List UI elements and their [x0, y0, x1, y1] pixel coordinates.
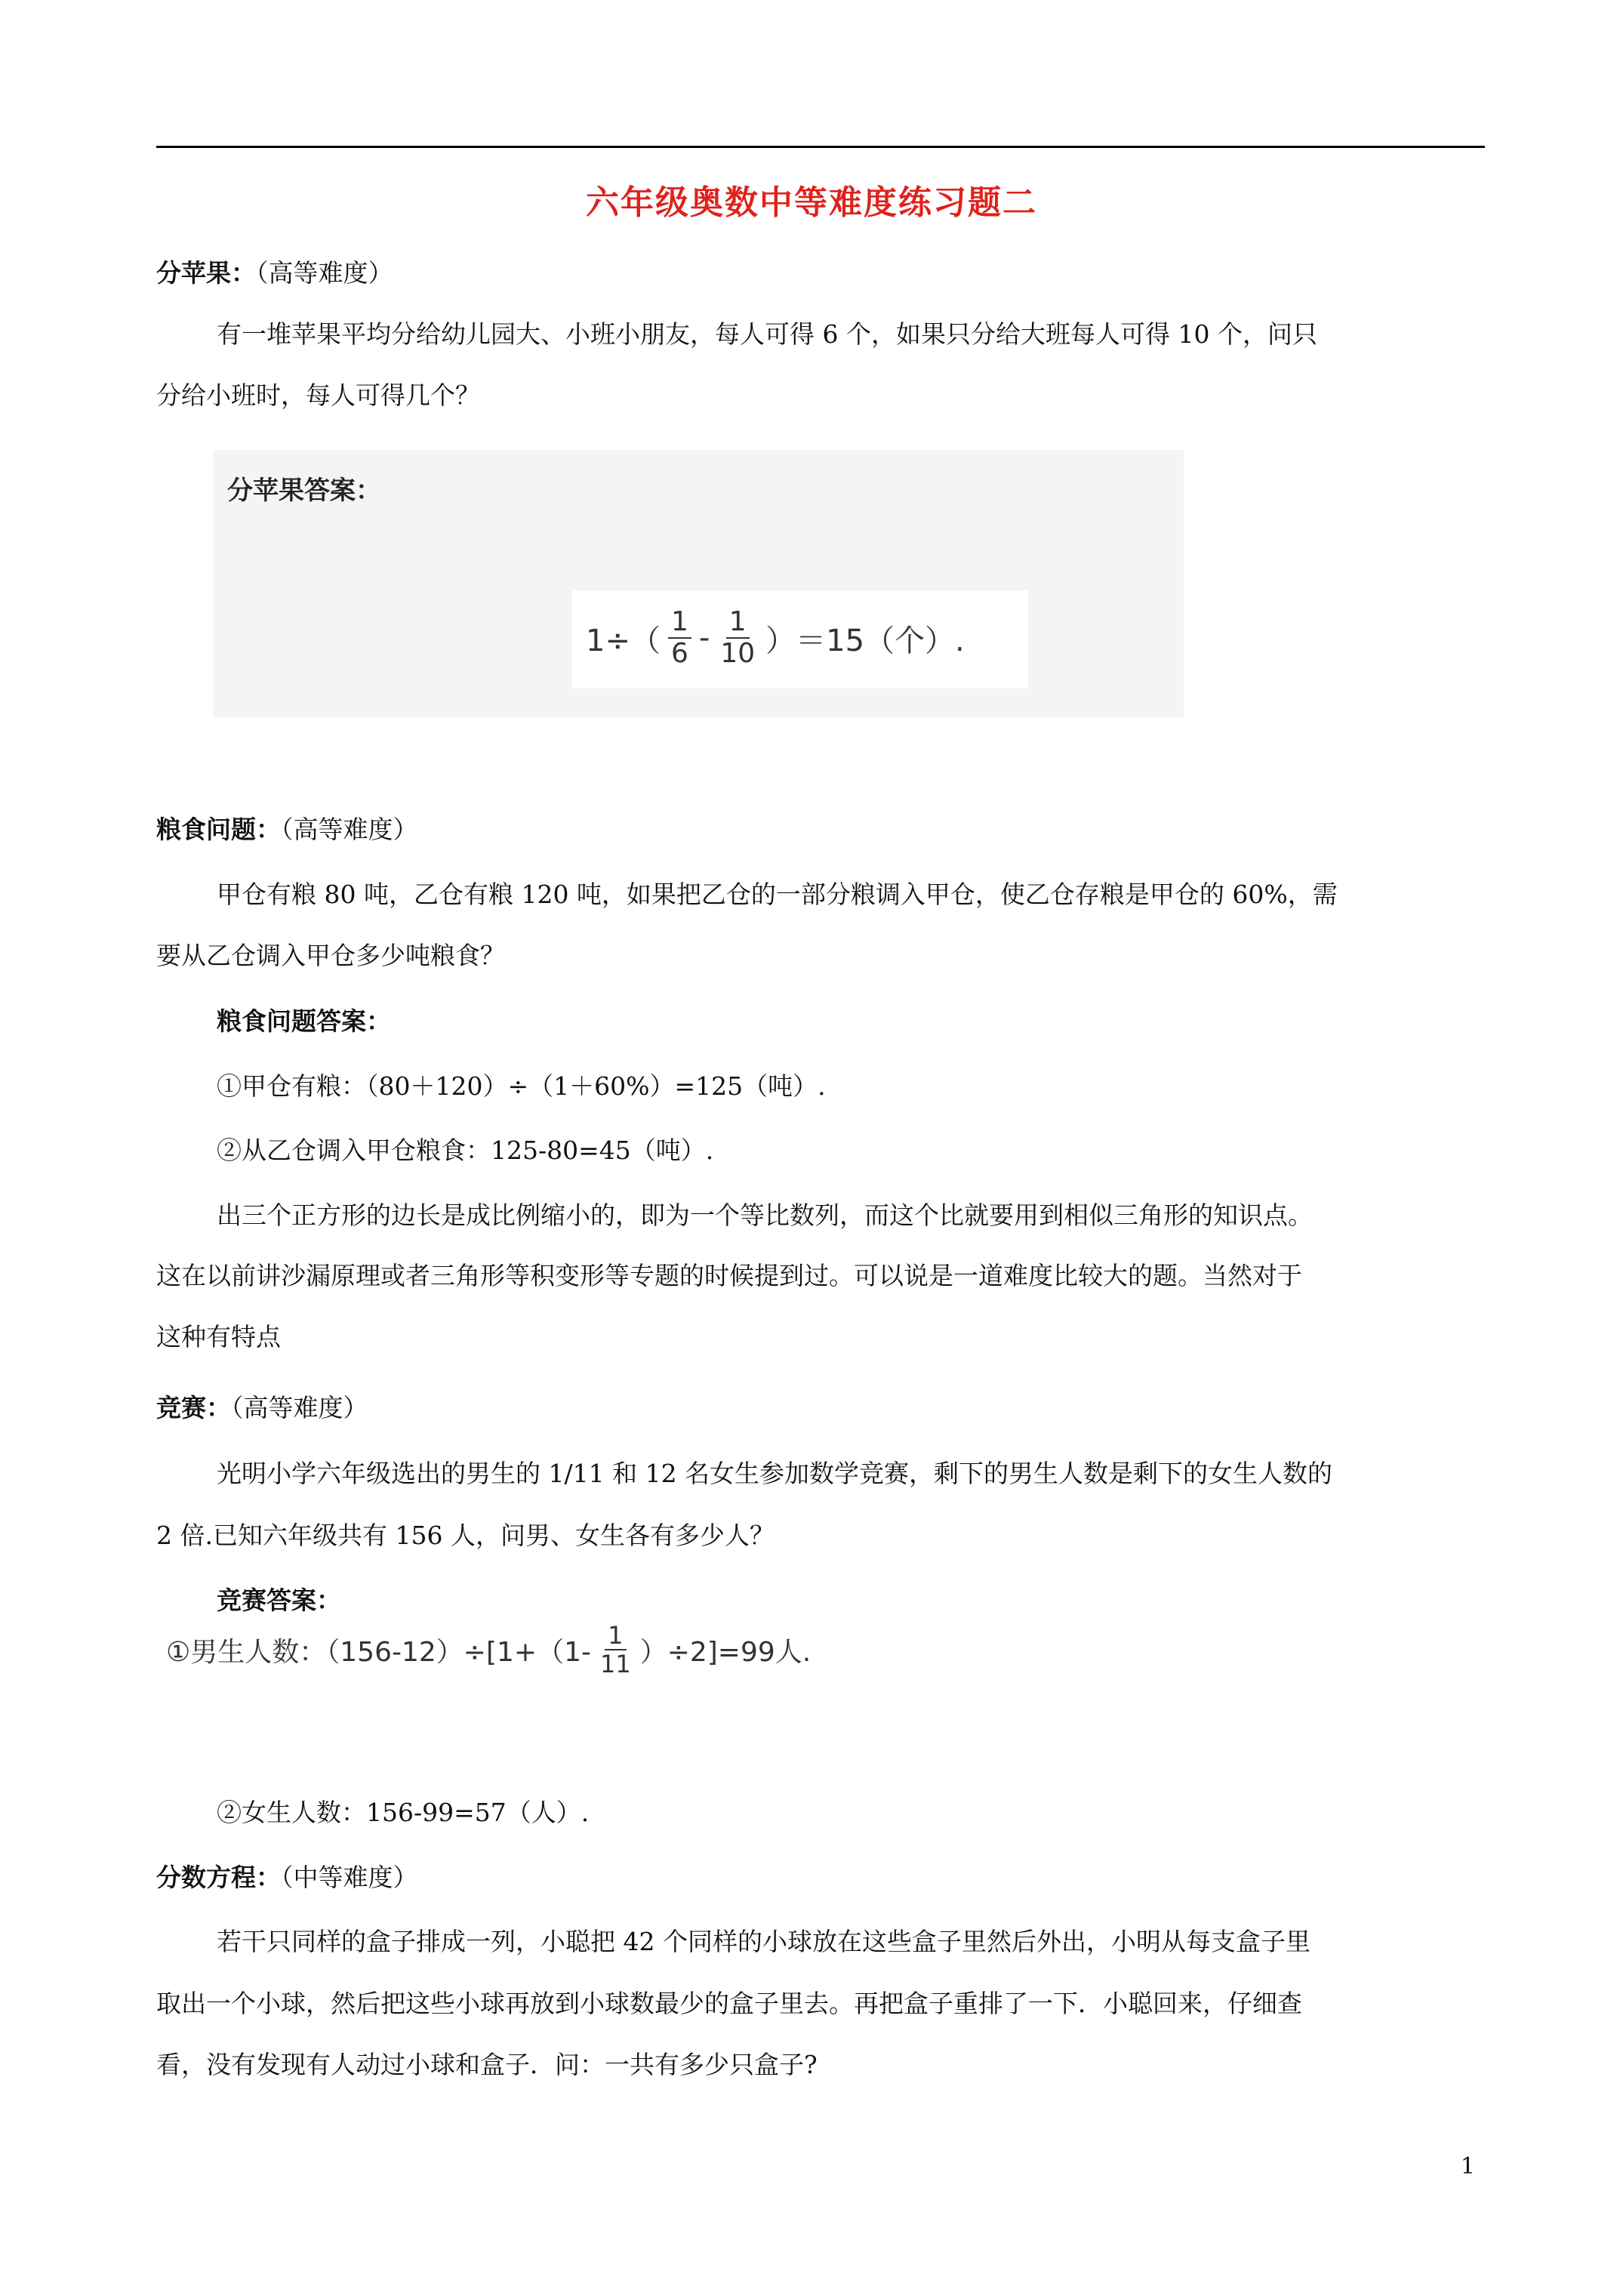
- formula-text: ）＝15（个）.: [765, 623, 965, 658]
- paragraph-line: 取出一个小球，然后把这些小球再放到小球数最少的盒子里去。再把盒子重排了一下．小聪回来，仔细查: [156, 1989, 1302, 2018]
- formula-text: ①男生人数：（156-12）÷[1+（1-: [166, 1636, 591, 1668]
- answer-image-apples: [214, 450, 1184, 717]
- paragraph-line: 看，没有发现有人动过小球和盒子．问：一共有多少只盒子?: [156, 2050, 818, 2079]
- section-heading-grain: [156, 813, 418, 846]
- answer-line: ②从乙仓调入甲仓粮食：125-80=45（吨）.: [217, 1136, 714, 1165]
- difficulty-label: （高等难度）: [256, 258, 393, 288]
- paragraph-line: 甲仓有粮 80 吨，乙仓有粮 120 吨，如果把乙仓的一部分粮调入甲仓，使乙仓存粮是甲仓的 60%，需: [217, 880, 1338, 909]
- page-title: 六年级奥数中等难度练习题二: [586, 183, 1037, 222]
- section-heading-apples: [156, 257, 393, 290]
- section-heading-fraction-equation: [156, 1861, 418, 1894]
- fraction-denominator: 6: [670, 638, 688, 669]
- formula-text: -: [698, 621, 710, 655]
- formula-text: ）÷2]=99人.: [639, 1636, 812, 1668]
- paragraph-line: 光明小学六年级选出的男生的 1/11 和 12 名女生参加数学竞赛，剩下的男生人数是剩下的女生人数的: [217, 1459, 1333, 1488]
- formula-boys: [166, 1622, 811, 1678]
- fraction: [717, 607, 758, 669]
- fraction-denominator: 11: [599, 1650, 631, 1678]
- fraction-numerator: 1: [668, 607, 691, 639]
- paragraph-line: 这在以前讲沙漏原理或者三角形等积变形等专题的时候提到过。可以说是一道难度比较大的题。当然对于: [156, 1261, 1302, 1290]
- paragraph-line: 出三个正方形的边长是成比例缩小的，即为一个等比数列，而这个比就要用到相似三角形的知识点。: [217, 1200, 1313, 1230]
- page-number: 1: [1460, 2153, 1475, 2180]
- answer-title: 粮食问题答案：: [217, 1006, 391, 1036]
- section-heading-label: 分数方程：: [156, 1863, 281, 1892]
- formula-panel: [572, 590, 1028, 689]
- answer-line: ②女生人数：156-99=57（人）.: [217, 1798, 590, 1827]
- answer-title: 分苹果答案：: [227, 476, 381, 506]
- paragraph-line: 这种有特点: [156, 1322, 281, 1351]
- section-heading-label: 粮食问题：: [156, 815, 281, 844]
- paragraph-line: 有一堆苹果平均分给幼儿园大、小班小朋友，每人可得 6 个，如果只分给大班每人可得 10 个，问只: [217, 319, 1317, 349]
- header-rule: [156, 146, 1485, 148]
- formula-apples: [586, 607, 965, 669]
- answer-title: 竞赛答案：: [217, 1586, 341, 1615]
- fraction-numerator: 1: [726, 607, 750, 639]
- formula-text: 1÷（: [586, 623, 661, 658]
- fraction: [597, 1622, 634, 1678]
- difficulty-label: （高等难度）: [231, 1393, 368, 1422]
- section-heading-label: 竞赛：: [156, 1393, 231, 1422]
- section-heading-label: 分苹果：: [156, 258, 256, 288]
- fraction-numerator: 1: [605, 1622, 626, 1650]
- answer-line: ①甲仓有粮：（80＋120）÷（1＋60%）=125（吨）.: [217, 1071, 826, 1101]
- section-heading-contest: [156, 1391, 368, 1425]
- paragraph-line: 若干只同样的盒子排成一列，小聪把 42 个同样的小球放在这些盒子里然后外出，小明从每支盒子里: [217, 1927, 1310, 1956]
- fraction: [668, 607, 691, 669]
- difficulty-label: （高等难度）: [281, 815, 418, 844]
- paragraph-line: 2 倍.已知六年级共有 156 人，问男、女生各有多少人？: [156, 1521, 775, 1550]
- paragraph-line: 要从乙仓调入甲仓多少吨粮食？: [156, 941, 505, 970]
- paragraph-line: 分给小班时，每人可得几个？: [156, 381, 480, 410]
- difficulty-label: （中等难度）: [281, 1863, 418, 1892]
- fraction-denominator: 10: [720, 638, 756, 669]
